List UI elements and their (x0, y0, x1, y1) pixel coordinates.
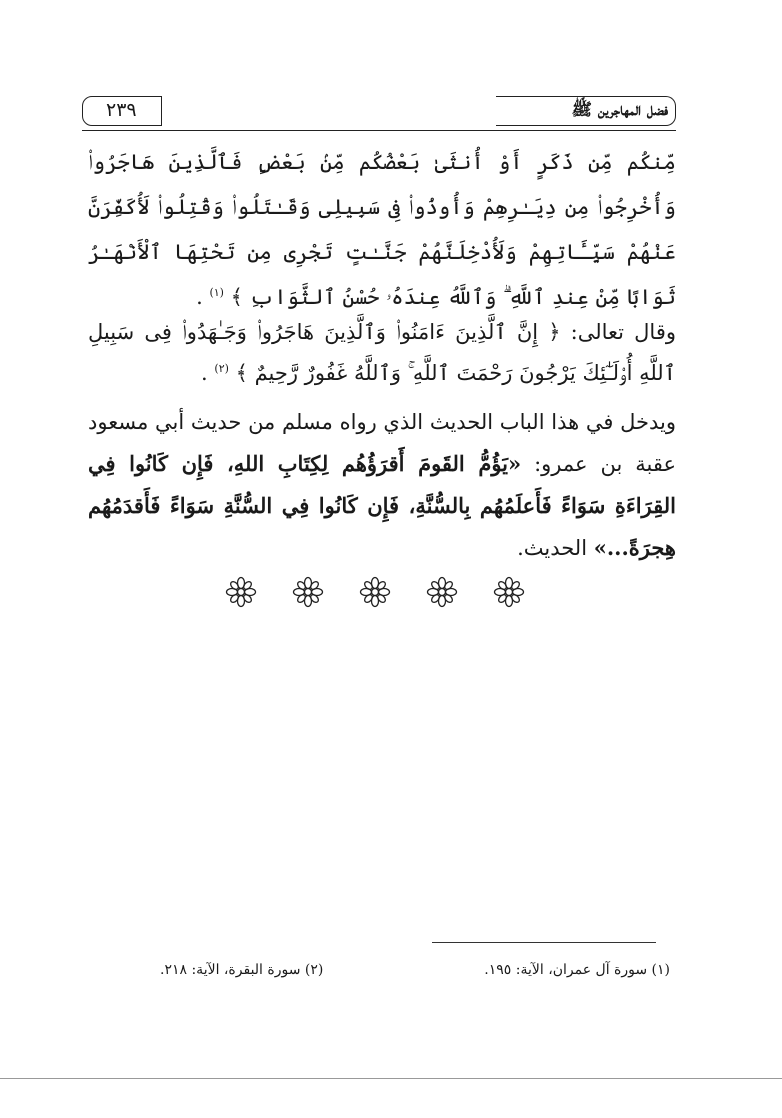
flower-ornament-icon (225, 576, 257, 608)
paragraph-second-verse (88, 312, 676, 394)
footnote-ref-1: (١) (209, 286, 224, 299)
flower-ornament-icon (426, 576, 458, 608)
flower-ornament-icon (359, 576, 391, 608)
footnote-ref-2: (٢) (214, 362, 229, 375)
paragraph-end: الحديث. (517, 536, 588, 560)
verse-end: . (196, 285, 203, 309)
footnote-separator (432, 942, 656, 943)
footnote-1: (١) سورة آل عمران، الآية: ١٩٥. (484, 962, 670, 978)
paragraph-intro: وقال تعالى: (560, 320, 676, 344)
verse-text: ﴿ إِنَّ ٱلَّذِينَ ءَامَنُوا۟ وَٱلَّذِينَ هَاجَرُوا۟ وَجَـٰهَدُوا۟ فِى سَبِيلِ ٱللَّهِ أُو۟لَـٰٓئِكَ يَرْجُونَ رَحْمَتَ ٱللَّهِ ۚ وَٱللَّهُ غَفُورٌ رَّحِيمٌ ﴾ (88, 320, 676, 385)
hadith-text: «يَؤُمُّ القَومَ أَقرَؤُهُم لِكِتَابِ اللهِ، فَإِن كَانُوا فِي القِرَاءَةِ سَوَاءً فَأَعلَمُهُم بِالسُّنَّةِ، فَإِن كَانُوا فِي السُّنَّةِ سَوَاءً فَأَقدَمُهُم هِجرَةً...» (88, 451, 676, 560)
flower-ornament-icon (292, 576, 324, 608)
page-bottom-edge (0, 1078, 782, 1079)
quran-verse-block (88, 140, 676, 320)
footnotes (160, 962, 670, 978)
section-divider-ornaments (225, 576, 525, 616)
verse-text: مِّنكُم مِّن ذَكَرٍ أَوْ أُنثَىٰ بَعْضُكُم مِّنۢ بَعْضٍ فَٱلَّذِينَ هَاجَرُوا۟ وَأُخْرِجُوا۟ مِن دِيَـٰرِهِمْ وَأُوذُوا۟ فِى سَبِيلِى وَقَـٰتَلُوا۟ وَقُتِلُوا۟ لَأُكَفِّرَنَّ عَنْهُمْ سَيِّـَٔاتِهِمْ وَلَأُدْخِلَنَّهُمْ جَنَّـٰتٍ تَجْرِى مِن تَحْتِهَا ٱلْأَنْهَـٰرُ ثَوَابًا مِّنْ عِندِ ٱللَّهِ ۗ وَٱللَّهُ عِندَهُۥ حُسْنُ ٱلثَّوَابِ ﴾ (88, 150, 676, 309)
footnote-2: (٢) سورة البقرة، الآية: ٢١٨. (160, 962, 324, 978)
page-header (82, 96, 676, 131)
running-title: فضل المهاجرين ﷺ (571, 100, 668, 120)
verse-end: . (201, 361, 208, 385)
paragraph-intro: ويدخل في هذا الباب الحديث الذي رواه مسلم من حديث أبي مسعود عقبة بن عمرو: (88, 410, 676, 476)
paragraph-hadith (88, 402, 676, 569)
page-number: ٢٣٩ (106, 99, 137, 121)
flower-ornament-icon (493, 576, 525, 608)
